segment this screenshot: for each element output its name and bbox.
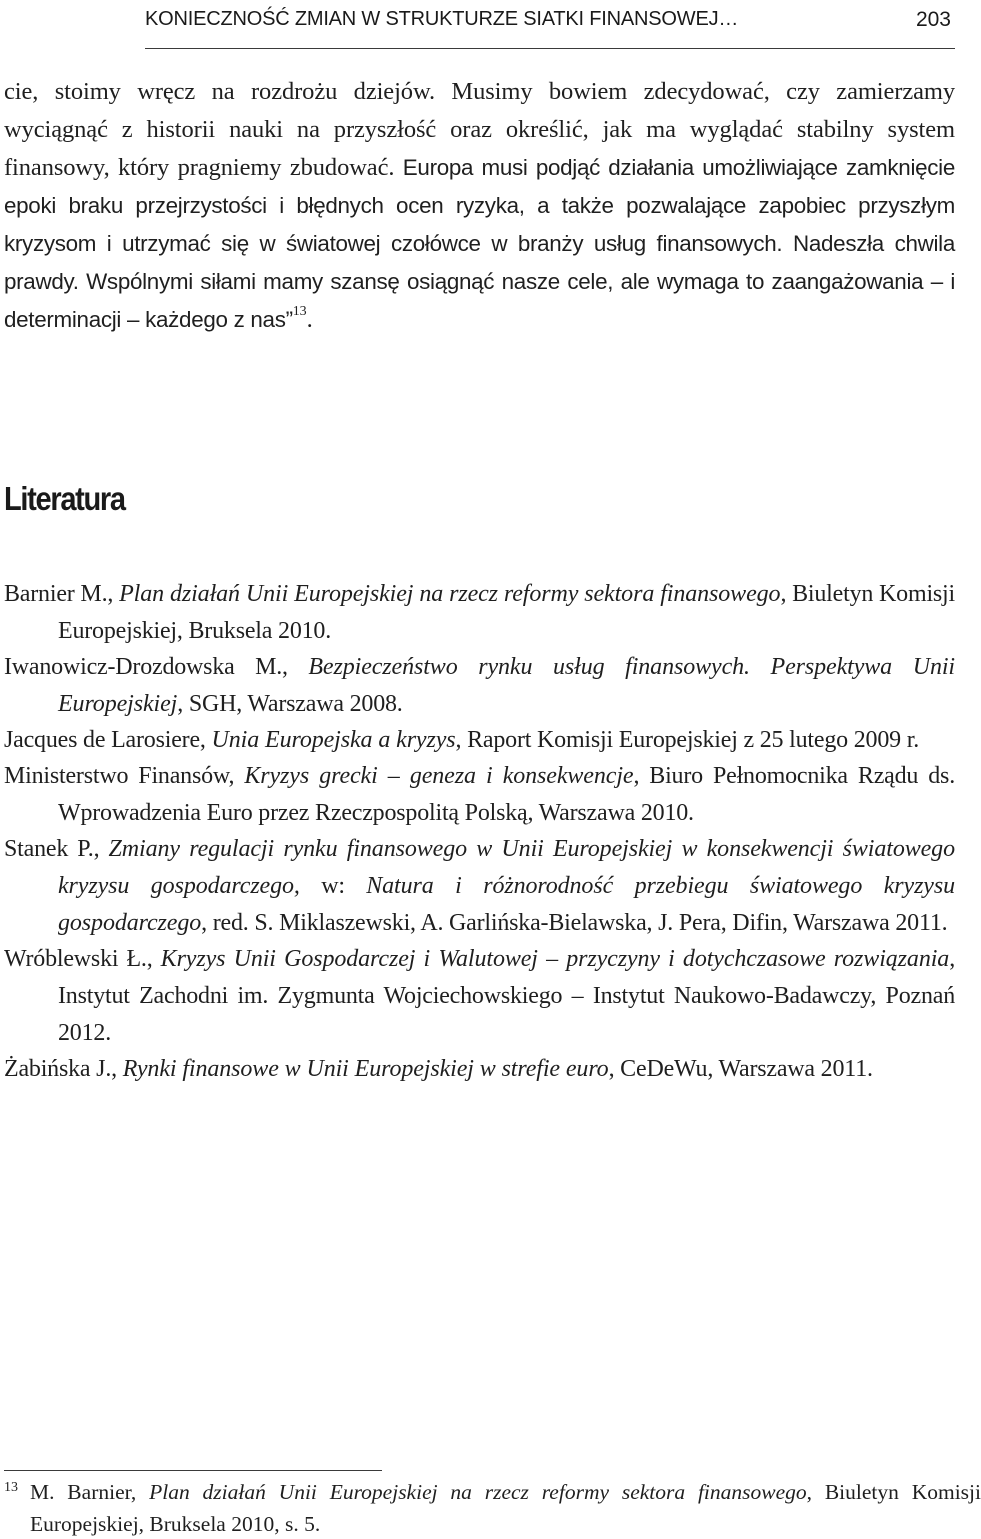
body-text-quote: Europa musi podjąć działania umożliwiające zamknięcie epoki braku przejrzystości i błędnych ocen ryzyka, a także pozwalające zapobiec przyszłym kryzysom i utrzymać się w światowej czołówce w branży usług finansowych. Nadeszła chwila prawdy. Wspólnymi siłami mamy szansę osiągnąć nasze cele, ale wymaga to zaangażowania – i determinacji – każdego z nas” <box>4 155 955 332</box>
bibliography-entry: Ministerstwo Finansów, Kryzys grecki – geneza i konsekwencje, Biuro Pełnomocnika Rządu ds. Wprowadzenia Euro przez Rzeczpospolitą Polską, Warszawa 2010. <box>4 763 955 826</box>
body-paragraph <box>4 73 955 339</box>
bib-title: Plan działań Unii Europejskiej na rzecz reformy sektora finansowego <box>119 581 781 607</box>
bib-title: Zmiany regulacji rynku finansowego w Unii Europejskiej w konsekwencji światowego kryzysu gospodarczego, <box>58 836 955 899</box>
bibliography-entry: Jacques de Larosiere, Unia Europejska a kryzys, Raport Komisji Europejskiej z 25 lutego 2009 r. <box>4 727 919 753</box>
header-rule <box>145 48 955 49</box>
footnote <box>4 1478 981 1539</box>
bib-title-book: Natura i różnorodność przebiegu światowego kryzysu gospodarczego <box>58 873 955 936</box>
bib-details: , Raport Komisji Europejskiej z 25 lutego 2009 r. <box>455 727 919 753</box>
bib-details: , SGH, Warszawa 2008. <box>177 691 403 717</box>
footnote-author: M. Barnier, <box>30 1480 150 1504</box>
bib-author: Stanek P. <box>4 836 94 862</box>
body-text-serif: cie, stoimy wręcz na rozdrożu dziejów. Musimy bowiem zdecydować, czy zamierzamy wyciągnąć z historii nauki na przyszłość oraz określić, jak ma wyglądać stabilny system finansowy, który pragniemy zbudować. <box>4 78 955 181</box>
bib-details: , Instytut Zachodni im. Zygmunta Wojciechowskiego – Instytut Naukowo-Badawczy, Poznań 2012. <box>58 946 955 1046</box>
footnote-number: 13 <box>4 1480 18 1495</box>
bib-author: Barnier M. <box>4 581 108 607</box>
bibliography-list <box>4 576 955 1087</box>
bibliography-entry: Iwanowicz-Drozdowska M., Bezpieczeństwo rynku usług finansowych. Perspektywa Unii Europejskiej, SGH, Warszawa 2008. <box>4 654 955 717</box>
running-header-title: KONIECZNOŚĆ ZMIAN W STRUKTURZE SIATKI FINANSOWEJ… <box>145 8 739 30</box>
bib-author: Jacques de Larosiere <box>4 727 200 753</box>
bib-author: Iwanowicz-Drozdowska M. <box>4 654 283 680</box>
bib-title: Rynki finansowe w Unii Europejskiej w strefie euro <box>122 1056 609 1082</box>
bib-author: Ministerstwo Finansów <box>4 763 229 789</box>
bib-details: , Biuro Pełnomocnika Rządu ds. Wprowadzenia Euro przez Rzeczpospolitą Polską, Warszawa 2010. <box>58 763 955 826</box>
bib-title: Bezpieczeństwo rynku usług finansowych. Perspektywa Unii Europejskiej <box>58 654 955 717</box>
bib-title: Unia Europejska a kryzys <box>211 727 456 753</box>
bibliography-entry: Żabińska J., Rynki finansowe w Unii Europejskiej w strefie euro, CeDeWu, Warszawa 2011. <box>4 1056 873 1082</box>
body-text-end: . <box>306 306 313 333</box>
footnote-title: Plan działań Unii Europejskiej na rzecz reformy sektora finansowego <box>149 1480 807 1504</box>
footnote-details: , Biuletyn Komisji Europejskiej, Bruksela 2010, s. 5. <box>30 1480 981 1536</box>
footnote-rule <box>4 1470 382 1471</box>
bib-title: Kryzys grecki – geneza i konsekwencje <box>244 763 634 789</box>
bib-title: Kryzys Unii Gospodarczej i Walutowej – przyczyny i dotychczasowe rozwiązania <box>160 946 950 972</box>
bibliography-entry: Stanek P., Zmiany regulacji rynku finansowego w Unii Europejskiej w konsekwencji światowego kryzysu gospodarczego, w: Natura i różnorodność przebiegu światowego kryzysu gospodarczego, red. S. Miklaszewski, A. Garlińska-Bielawska, J. Pera, Difin, Warszawa 2011. <box>4 836 955 936</box>
bib-details: , CeDeWu, Warszawa 2011. <box>608 1056 873 1082</box>
bib-details: , Biuletyn Komisji Europejskiej, Bruksela 2010. <box>58 581 955 644</box>
running-header <box>145 4 955 46</box>
bib-author: Żabińska J. <box>4 1056 112 1082</box>
footnote-reference[interactable]: 13 <box>292 303 307 319</box>
section-heading-literatura: Literatura <box>4 480 125 517</box>
bib-author: Wróblewski Ł. <box>4 946 147 972</box>
bibliography-entry: Barnier M., Plan działań Unii Europejskiej na rzecz reformy sektora finansowego, Biuletyn Komisji Europejskiej, Bruksela 2010. <box>4 581 955 644</box>
bibliography-entry: Wróblewski Ł., Kryzys Unii Gospodarczej i Walutowej – przyczyny i dotychczasowe rozwiązania, Instytut Zachodni im. Zygmunta Wojciechowskiego – Instytut Naukowo-Badawczy, Poznań 2012. <box>4 946 955 1046</box>
page-number: 203 <box>915 8 951 31</box>
bib-details: , red. S. Miklaszewski, A. Garlińska-Bielawska, J. Pera, Difin, Warszawa 2011. <box>201 910 948 936</box>
